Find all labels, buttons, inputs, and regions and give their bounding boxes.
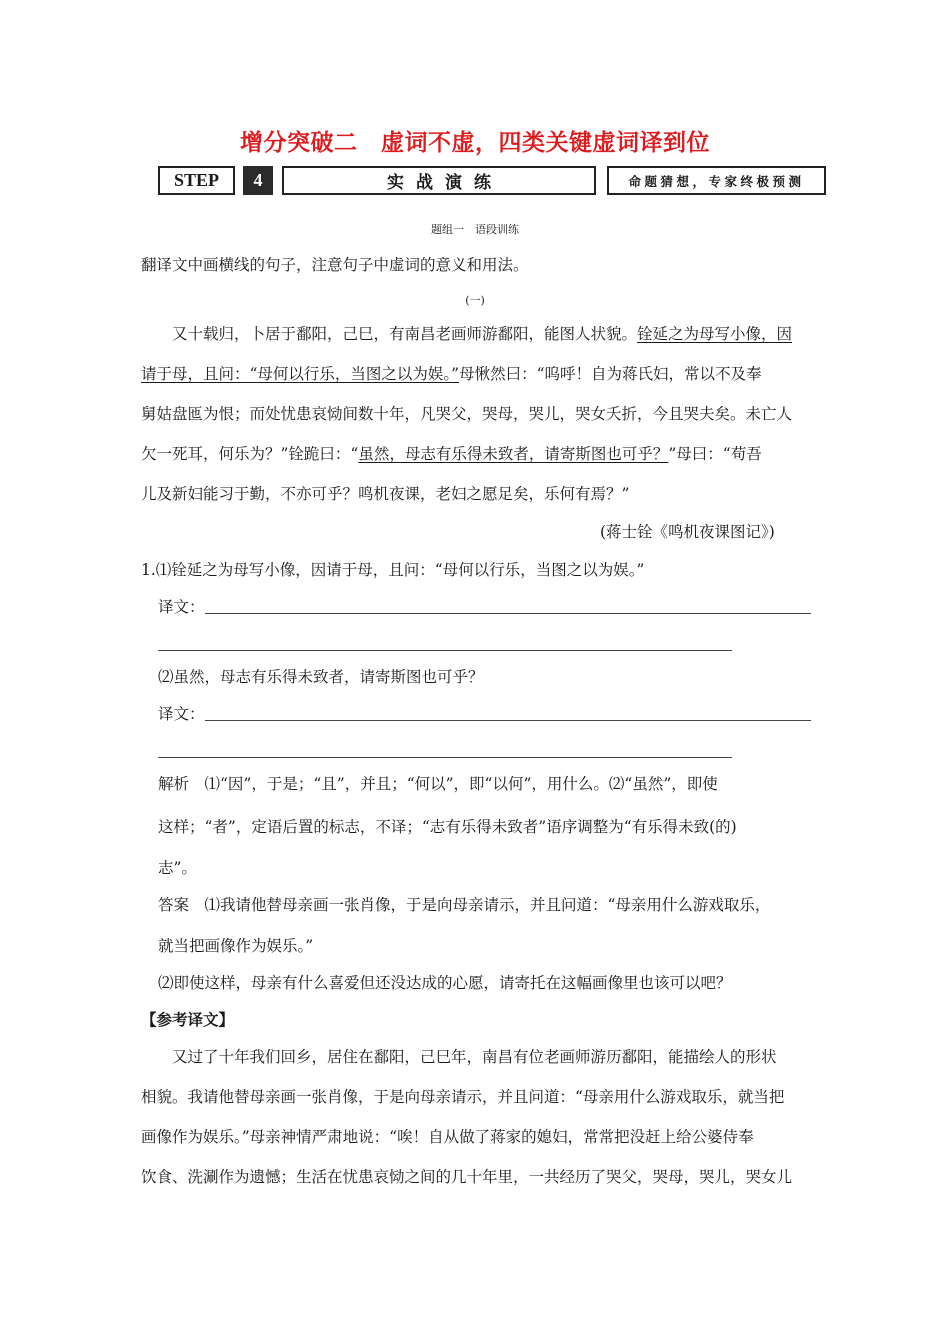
analysis-line-1: 解析 ⑴“因”，于是；“且”，并且；“何以”，即“以何”，用什么。⑵“虽然”，即使	[158, 775, 718, 793]
passage-source: (蒋士铨《鸣机夜课图记》)	[600, 523, 775, 541]
translation-label: 译文：	[158, 598, 205, 616]
answer-line	[158, 650, 732, 651]
translation-label: 译文：	[158, 705, 205, 723]
passage-line-5: 儿及新妇能习于勤，不亦可乎？鸣机夜课，老妇之愿足矣，乐何有焉？”	[141, 485, 630, 503]
passage-line-4	[141, 443, 762, 465]
question-1-sentence-1: 1.⑴铨延之为母写小像，因请于母，且问：“母何以行乐，当图之以为娱。”	[141, 561, 645, 579]
answer-line	[205, 613, 811, 614]
passage-text: 欠一死耳，何乐为？”铨跪曰：“	[141, 445, 359, 463]
page-title: 增分突破二 虚词不虚，四类关键虚词译到位	[240, 130, 710, 156]
step-label: STEP	[158, 166, 235, 195]
underlined-sentence-1a: 铨延之为母写小像，因	[637, 325, 793, 343]
passage-line-1	[141, 323, 811, 345]
analysis-line-3: 志”。	[158, 859, 197, 877]
reference-line-4: 饮食、洗涮作为遗憾；生活在忧患哀恸之间的几十年里，一共经历了哭父，哭母，哭儿，哭女儿	[141, 1168, 793, 1186]
passage-text: 母愀然曰：“呜呼！自为蒋氏妇，常以不及奉	[459, 365, 762, 383]
underlined-sentence-1b: 请于母，且问：“母何以行乐，当图之以为娱。”	[141, 365, 460, 383]
passage-text: ”母曰：“苟吾	[668, 445, 762, 463]
answer-line	[158, 757, 732, 758]
passage-text: 又十载归，卜居于鄱阳，己巳，有南昌老画师游鄱阳，能图人状貌。	[172, 325, 638, 343]
practice-label: 实战演练	[282, 166, 596, 195]
passage-line-2	[141, 363, 811, 385]
section-number: (一)	[465, 294, 485, 307]
passage-line-3: 舅姑盘匜为恨；而处忧患哀恸间数十年，凡哭父，哭母，哭儿，哭女夭折，今且哭夫矣。未亡人	[141, 405, 793, 423]
reference-heading: 【参考译文】	[141, 1010, 235, 1029]
group-title: 题组一 语段训练	[431, 223, 519, 236]
reference-line-1: 又过了十年我们回乡，居住在鄱阳，己巳年，南昌有位老画师游历鄱阳，能描绘人的形状	[172, 1048, 777, 1066]
reference-line-3: 画像作为娱乐。”母亲神情严肃地说：“唉！自从做了蒋家的媳妇，常常把没赶上给公婆侍奉	[141, 1128, 754, 1146]
step-number: 4	[243, 166, 273, 195]
reference-line-2: 相貌。我请他替母亲画一张肖像，于是向母亲请示，并且问道：“母亲用什么游戏取乐，就当把	[141, 1088, 785, 1106]
instruction: 翻译文中画横线的句子，注意句子中虚词的意义和用法。	[141, 256, 529, 274]
answer-line	[205, 720, 811, 721]
underlined-sentence-2: 虽然，母志有乐得未致者，请寄斯图也可乎？	[358, 445, 669, 463]
analysis-line-2: 这样；“者”，定语后置的标志，不译；“志有乐得未致者”语序调整为“有乐得未致(的)	[158, 818, 737, 836]
answer-line-1: 答案 ⑴我请他替母亲画一张肖像，于是向母亲请示，并且问道：“母亲用什么游戏取乐，	[158, 896, 771, 914]
prediction-label: 命题猜想，专家终极预测	[607, 166, 826, 195]
question-1-sentence-2: ⑵虽然，母志有乐得未致者，请寄斯图也可乎？	[158, 668, 484, 686]
answer-line-2: 就当把画像作为娱乐。”	[158, 937, 314, 955]
answer-line-3: ⑵即使这样，母亲有什么喜爱但还没达成的心愿，请寄托在这幅画像里也该可以吧？	[158, 974, 732, 992]
